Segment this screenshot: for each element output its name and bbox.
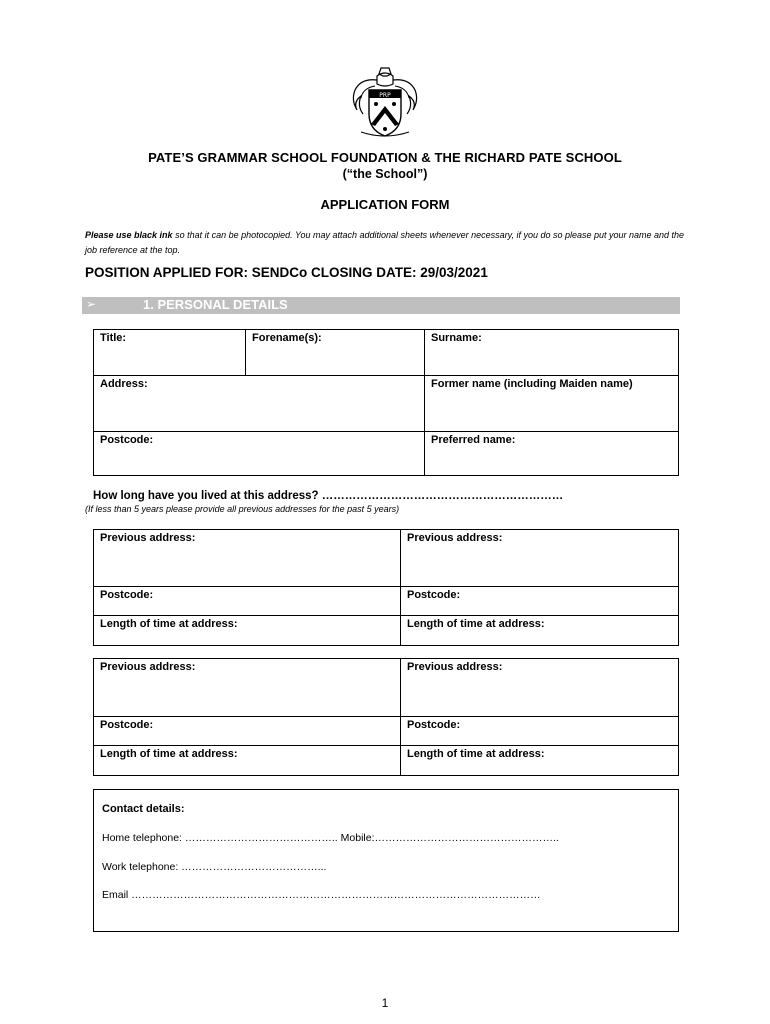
previous-address-label: Previous address: bbox=[407, 532, 503, 544]
contact-details-box bbox=[93, 789, 679, 932]
page-number: 1 bbox=[381, 996, 389, 1010]
previous-postcode-field[interactable] bbox=[94, 587, 401, 616]
svg-text:PRP: PRP bbox=[379, 92, 391, 99]
section-personal-details-bar bbox=[82, 297, 680, 314]
previous-address-table-2 bbox=[93, 658, 679, 776]
postcode-label: Postcode: bbox=[100, 434, 154, 446]
previous-address-table-1 bbox=[93, 529, 679, 646]
previous-address-field[interactable] bbox=[401, 659, 679, 717]
previous-address-label: Previous address: bbox=[100, 532, 196, 544]
previous-postcode-field[interactable] bbox=[401, 587, 679, 616]
previous-address-label: Previous address: bbox=[100, 661, 196, 673]
postcode-field[interactable] bbox=[94, 432, 425, 476]
previous-address-note: (If less than 5 years please provide all previous addresses for the past 5 years) bbox=[85, 504, 400, 514]
address-field[interactable] bbox=[94, 376, 425, 432]
preferred-name-label: Preferred name: bbox=[431, 434, 516, 446]
previous-address-field[interactable] bbox=[94, 659, 401, 717]
how-long-question: How long have you lived at this address? ……………………………………………………… bbox=[93, 490, 564, 502]
section-title: 1. PERSONAL DETAILS bbox=[143, 297, 288, 312]
forename-label: Forename(s): bbox=[252, 332, 322, 344]
length-of-time-field[interactable] bbox=[94, 616, 401, 646]
title-label: Title: bbox=[100, 332, 127, 344]
previous-address-field[interactable] bbox=[401, 530, 679, 587]
length-of-time-label: Length of time at address: bbox=[407, 748, 545, 760]
preferred-name-field[interactable] bbox=[425, 432, 679, 476]
school-crest-logo bbox=[347, 66, 423, 140]
length-of-time-field[interactable] bbox=[94, 746, 401, 776]
previous-address-label: Previous address: bbox=[407, 661, 503, 673]
length-of-time-field[interactable] bbox=[401, 616, 679, 646]
former-name-field[interactable] bbox=[425, 376, 679, 432]
contact-details-title: Contact details: bbox=[102, 803, 185, 815]
surname-label: Surname: bbox=[431, 332, 482, 344]
previous-postcode-label: Postcode: bbox=[100, 589, 154, 601]
length-of-time-label: Length of time at address: bbox=[100, 748, 238, 760]
former-name-label: Former name (including Maiden name) bbox=[431, 378, 633, 390]
school-alias: (“the School”) bbox=[342, 167, 428, 181]
previous-postcode-field[interactable] bbox=[94, 717, 401, 746]
surname-field[interactable] bbox=[425, 330, 679, 376]
personal-details-table bbox=[93, 329, 679, 476]
length-of-time-field[interactable] bbox=[401, 746, 679, 776]
previous-postcode-label: Postcode: bbox=[100, 719, 154, 731]
length-of-time-label: Length of time at address: bbox=[100, 618, 238, 630]
work-telephone-line[interactable]: Work telephone: …………………………………... bbox=[102, 861, 327, 873]
home-mobile-telephone-line[interactable]: Home telephone: …………………………………….. Mobile:…………………………………………….. bbox=[102, 832, 559, 844]
previous-postcode-label: Postcode: bbox=[407, 719, 461, 731]
previous-address-field[interactable] bbox=[94, 530, 401, 587]
instructions-bold: Please use black ink bbox=[85, 230, 173, 240]
form-title: APPLICATION FORM bbox=[320, 197, 450, 212]
title-field[interactable] bbox=[94, 330, 246, 376]
previous-postcode-field[interactable] bbox=[401, 717, 679, 746]
arrow-bullet-icon: ➢ bbox=[86, 297, 97, 311]
length-of-time-label: Length of time at address: bbox=[407, 618, 545, 630]
school-name-heading: PATE’S GRAMMAR SCHOOL FOUNDATION & THE RICHARD PATE SCHOOL bbox=[148, 150, 622, 165]
instructions bbox=[85, 228, 685, 258]
email-line[interactable]: Email ……………………………………………………………………………………………………… bbox=[102, 889, 541, 901]
position-applied-for: POSITION APPLIED FOR: SENDCo CLOSING DATE: 29/03/2021 bbox=[85, 265, 488, 280]
instructions-rest: so that it can be photocopied. You may attach additional sheets whenever necessary, if you do so please put your name and the job reference at the top. bbox=[85, 230, 685, 255]
previous-postcode-label: Postcode: bbox=[407, 589, 461, 601]
forename-field[interactable] bbox=[246, 330, 425, 376]
address-label: Address: bbox=[100, 378, 148, 390]
